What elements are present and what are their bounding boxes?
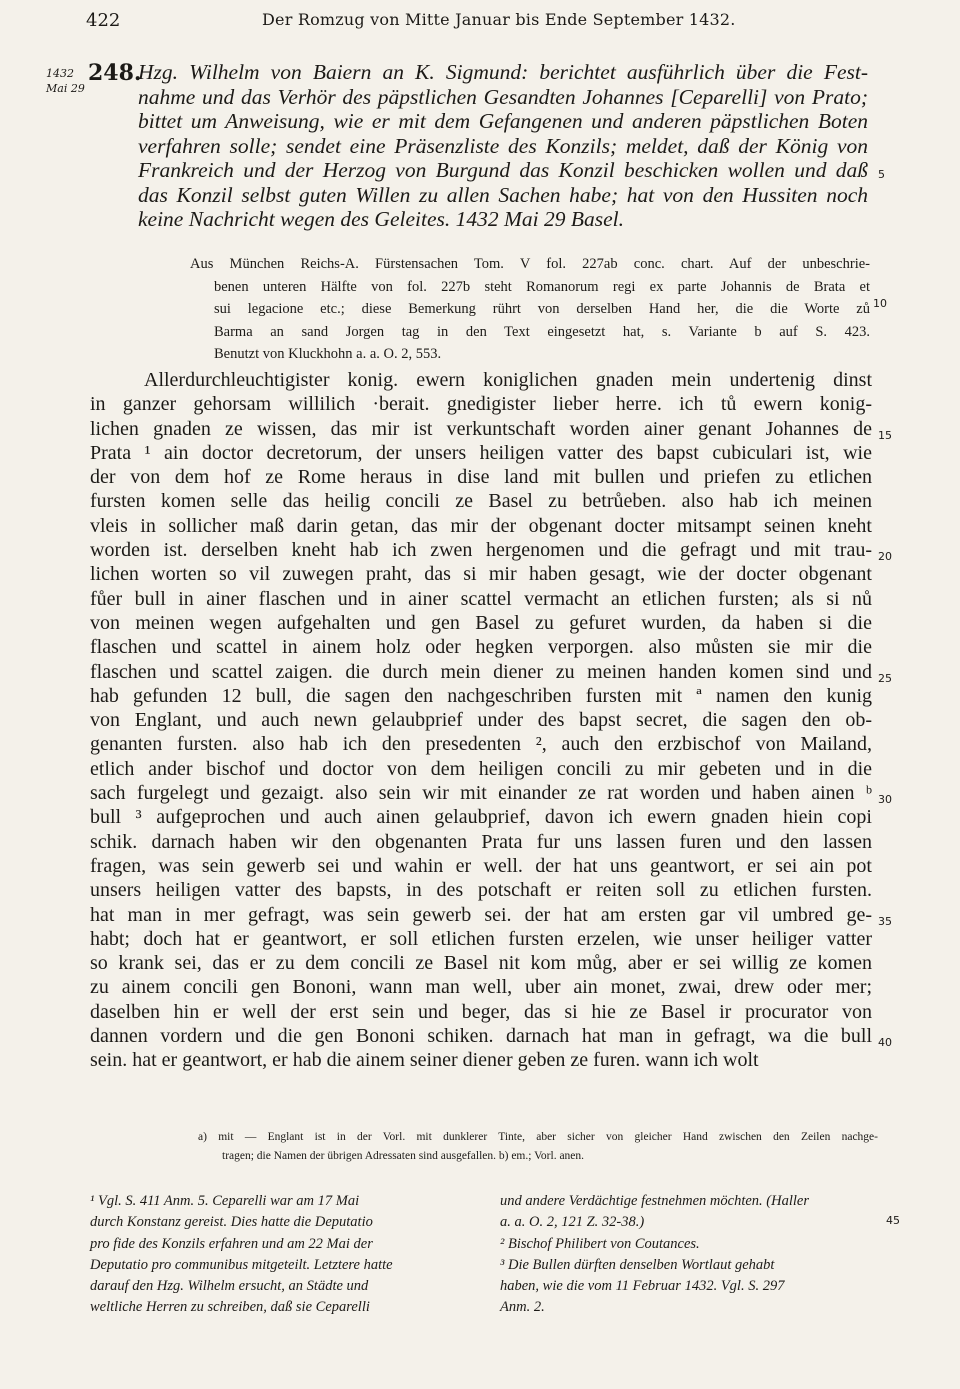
body-line: bull ³ aufgeprochen und auch ainen gelaubprief, davon ich ewern gnaden hiein copi (90, 806, 872, 829)
body-line: habt; doch hat er geantwort, er soll etlichen fursten erzelen, wie unser heiliger vatter (90, 927, 872, 950)
footnote-line: Anm. 2. (500, 1299, 545, 1316)
body-line: flaschen und scattel in ainem holz oder hegken verporgen. also můsten sie mir die (90, 636, 872, 659)
line-number-45: 45 (886, 1214, 900, 1227)
source-line: Barma an sand Jorgen tag in den Text eingesetzt hat, s. Variante b auf S. 423. (214, 323, 870, 340)
footnote-line: und andere Verdächtige festnehmen möchten. (Haller (500, 1193, 809, 1209)
body-line: sein. hat er geantwort, er hab die ainem seiner diener geben ze furen. wann ich wolt (90, 1049, 759, 1072)
footnote-line: darauf den Hzg. Wilhelm ersucht, an Städte und (90, 1278, 369, 1295)
footnotes-left-column (90, 1191, 488, 1319)
footnotes-right-column (500, 1191, 900, 1319)
regest-line: Frankreich und der Herzog von Burgund das Konzil beschicken wollen und daß (138, 158, 868, 182)
body-line: etlich ander bischof und doctor von dem heiligen concili zu mir gebeten und in die (90, 757, 872, 780)
source-line: Aus München Reichs-A. Fürstensachen Tom. V fol. 227ab conc. chart. Auf der unbeschrie- (190, 256, 870, 272)
footnote-line: haben, wie die vom 11 Februar 1432. Vgl. S. 297 (500, 1278, 785, 1295)
body-line: hat man in mer gefragt, was sein gewerb sei. der hat am ersten gar vil umbred ge- (90, 903, 872, 926)
body-line: zu ainem concili gen Bononi, wann man well, uber ain monet, zwai, drew oder mer; (90, 976, 872, 999)
body-line: fůer bull in ainer flaschen und in ainer scattel vermacht an etlichen fursten; als si nů (90, 587, 872, 610)
regest-line: Hzg. Wilhelm von Baiern an K. Sigmund: berichtet ausführlich über die Fest- (138, 60, 868, 84)
line-number: 35 (878, 914, 892, 928)
regest-line: bittet um Anweisung, wie er mit dem Gefangenen und anderen päpstlichen Boten (138, 109, 868, 133)
source-line: sui legacione etc.; diese Bemerkung rührt von derselben Hand her, die die Worte zů (214, 301, 870, 317)
body-line: flaschen und scattel zaigen. die durch mein diener zu meinen handen komen sind und (90, 660, 872, 683)
side-date-year: 1432 (46, 67, 74, 80)
source-line: benen unteren Hälfte von fol. 227b steht Romanorum regi ex parte Johannis de Brata et (214, 278, 870, 295)
footnote-line: pro fide des Konzils erfahren und am 22 Mai der (90, 1235, 373, 1252)
body-line: fursten komen selle das heilig concili ze Basel zu betrůeben. also hab ich meinen (90, 490, 872, 513)
letter-body (90, 368, 892, 1073)
variant-note-line: a) mit — Englant ist in der Vorl. mit dunklerer Tinte, aber sicher von gleicher Hand zwischen den Zeilen nachge- (198, 1131, 878, 1143)
entry-number: 248. (88, 60, 142, 86)
regest-line: das Konzil selbst guten Willen zu allen Sachen habe; hat von den Hussiten noch (138, 182, 868, 207)
line-number: 40 (878, 1036, 892, 1050)
body-line: in ganzer gehorsam willilich ·berait. gnedigister lieber herre. ich tů ewern konig- (90, 393, 872, 416)
body-line: Prata ¹ ain doctor decretorum, der unsers heiligen vatter des bapst cubiculari ist, wie (90, 441, 872, 464)
line-number-10: 10 (873, 297, 887, 310)
variant-notes (198, 1128, 878, 1166)
line-number: 15 (878, 428, 892, 442)
line-number: 30 (878, 793, 892, 807)
footnote-line: ³ Die Bullen dürften denselben Wortlaut gehabt (500, 1256, 775, 1273)
body-line: worden ist. derselben kneht hab ich zwen hergenomen und die gefragt und mit trau- (90, 539, 872, 562)
body-line: von meinen wegen aufgehalten und gen Basel zu gefuret wurden, da haben si die (90, 611, 872, 634)
body-line: genanten fursten. also hab ich den presedenten ², auch den erzbischof von Mailand, (90, 733, 872, 756)
source-line: Benutzt von Kluckhohn a. a. O. 2, 553. (214, 346, 442, 362)
page-number: 422 (86, 10, 121, 31)
body-line: dannen vordern und die gen Bononi schiken. darnach hat man in gefragt, wa die bull (90, 1025, 872, 1048)
side-date-day: Mai 29 (46, 82, 85, 95)
body-line: lichen worten so vil zuwegen praht, das si mir haben gesagt, wie der docter obgenant (90, 563, 872, 586)
line-number: 20 (878, 550, 892, 564)
footnote-line: weltliche Herren zu schreiben, daß sie Ceparelli (90, 1299, 370, 1316)
footnote-line: Deputatio pro communibus mitgeteilt. Letztere hatte (90, 1256, 393, 1273)
body-line: sach furgelegt und gezaigt. also sein wir mit einander ze rat worden und haben ainen ᵇ (90, 782, 872, 805)
footnote-line: a. a. O. 2, 121 Z. 32-38.) (500, 1214, 645, 1231)
body-line: von Englant, und auch newn gelaubprief under des bapst secret, die sagen den ob- (90, 709, 872, 732)
line-number-5: 5 (878, 168, 885, 181)
body-line: Allerdurchleuchtigister konig. ewern koniglichen gnaden mein undertenig dinst (144, 369, 872, 391)
source-note (190, 253, 870, 366)
body-line: unsers heiligen vatter des bapsts, in des potschaft er reiten soll zu etlichen fursten. (90, 879, 872, 902)
body-line: fragen, was sein gewerb sei und wahin er well. der hat uns geantwort, er sei ain pot (90, 854, 872, 877)
regest-line: nahme und das Verhör des päpstlichen Gesandten Johannes [Ceparelli] von Prato; (138, 84, 868, 109)
body-line: daselben hin er well der erst sein und beger, das si hie ze Basel ir procurator von (90, 1000, 872, 1023)
line-number: 25 (878, 671, 892, 685)
regest (138, 60, 868, 232)
footnote-line: ¹ Vgl. S. 411 Anm. 5. Ceparelli war am 17 Mai (90, 1193, 360, 1209)
footnote-line: ² Bischof Philibert von Coutances. (500, 1235, 700, 1252)
regest-line: keine Nachricht wegen des Geleites. 1432 Mai 29 Basel. (138, 207, 625, 231)
regest-line: verfahren solle; sendet eine Präsenzliste des Konzils; meldet, daß der König von (138, 133, 868, 158)
running-title: Der Romzug von Mitte Januar bis Ende September 1432. (262, 10, 736, 29)
body-line: lichen gnaden ze wissen, das mir ist verkuntschaft worden ainer genant Johannes de (90, 417, 872, 440)
variant-note-line: tragen; die Namen der übrigen Adressaten sind ausgefallen. b) em.; Vorl. anen. (222, 1150, 585, 1162)
body-line: vleis in sollicher maß darin getan, das mir der obgenant docter mitsampt seinen kneht (90, 514, 872, 537)
body-line: der von dem hof ze Rome heraus in dise land mit bullen und priefen zu etlichen (90, 466, 872, 489)
footnote-line: durch Konstanz gereist. Dies hatte die Deputatio (90, 1214, 373, 1231)
side-date (46, 66, 85, 96)
body-line: hab gefunden 12 bull, die sagen den nachgeschriben fursten mit ª namen den kunig (90, 684, 872, 707)
body-line: so krank sei, das er zu dem concili ze Basel nit kom můg, aber er sei willig ze komen (90, 952, 872, 975)
body-line: schik. darnach haben wir den obgenanten Prata fur uns lassen furen und den lassen (90, 830, 872, 853)
